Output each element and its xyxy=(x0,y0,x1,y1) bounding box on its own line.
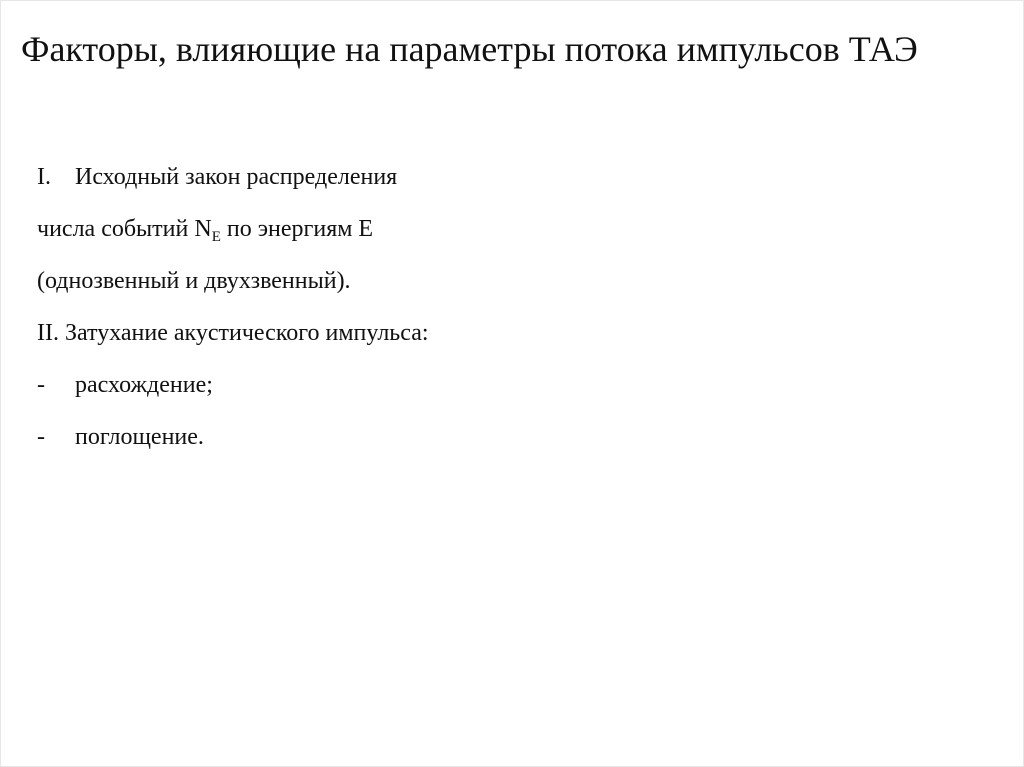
list-marker-roman-1: I. xyxy=(37,164,51,190)
sub-item-absorption xyxy=(37,411,737,463)
list-item-1-text: Исходный закон распределения xyxy=(75,164,398,190)
list-item-1-line-1 xyxy=(37,151,737,203)
sub-item-divergence xyxy=(37,359,737,411)
distribution-types-text: (однозвенный и двухзвенный). xyxy=(37,268,351,294)
factor-list xyxy=(37,151,737,463)
events-text: числа событий N xyxy=(37,216,212,242)
list-marker-dash: - xyxy=(37,372,45,398)
list-marker-dash: - xyxy=(37,424,45,450)
list-item-1-line-3 xyxy=(37,255,737,307)
sub-item-absorption-text: поглощение. xyxy=(75,424,204,450)
energy-subscript: E xyxy=(211,229,221,245)
slide-title: Факторы, влияющие на параметры потока импульсов ТАЭ xyxy=(21,29,918,69)
energy-text: по энергиям Е xyxy=(220,216,374,242)
list-item-1-line-2 xyxy=(37,203,737,255)
list-item-2 xyxy=(37,307,737,359)
list-item-2-text: II. Затухание акустического импульса: xyxy=(37,320,429,346)
sub-item-divergence-text: расхождение; xyxy=(75,372,213,398)
